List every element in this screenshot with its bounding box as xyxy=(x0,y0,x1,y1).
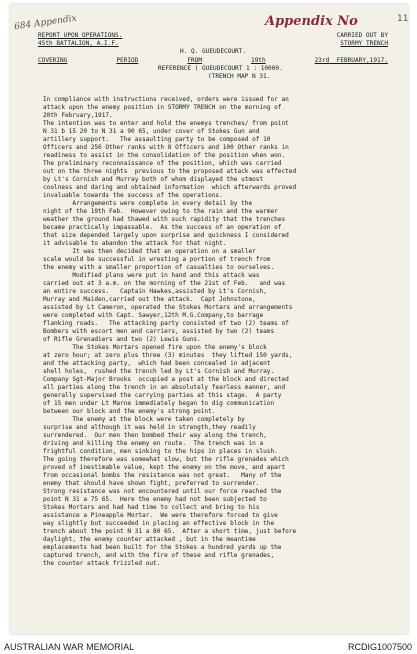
body-line: became practically impassable. As the success of an operation of xyxy=(43,224,282,231)
body-line: emplacements had been built for the Stokes a hundred yards up the xyxy=(43,544,282,551)
body-line: at zero hour; at zero plus three (3) minutes they lifted 150 yards, xyxy=(43,352,293,359)
body-line: Company Sgt-Major Brooks occupied a post at the block and directed xyxy=(43,376,289,383)
body-line: captured trench, and with the fire of these and rifle grenades, xyxy=(43,552,275,559)
body-line: night of the 19th Feb. However owing to the rain and the warmer xyxy=(43,208,278,215)
body-line: coolness and daring and obtained information which afterwards proved xyxy=(43,184,297,191)
report-title: REPORT UPON OPERATIONS. xyxy=(38,32,123,39)
body-line: Modified plans were put in hand and this attack was xyxy=(43,272,260,279)
body-line: The intention was to enter and hold the enemys trenches/ from point xyxy=(43,120,289,127)
header-row-1 xyxy=(38,32,388,40)
from-date: 19th xyxy=(250,56,266,64)
body-line: assisted by Lt Cameron, operated the Stokes Mortars and arrangements xyxy=(43,304,293,311)
body-line: driving and killing the enemy en route. The trench was in a xyxy=(43,440,264,447)
body-line: surprise and although it was held in strength,they readily xyxy=(43,424,256,431)
body-line: scale would be successful in wresting a portion of trench from xyxy=(43,256,271,263)
body-line: invaluable towards the success of the operations. xyxy=(43,192,223,199)
archive-id: RCDIG1007500 xyxy=(347,642,412,652)
body-line: flanking roads. The attacking party consisted of two (2) teams of xyxy=(43,320,289,327)
to-date: 23rd FEBRUARY,1917. xyxy=(314,56,388,64)
body-line: by Lt's Cornish and Murray both of whom displayed the utmost xyxy=(43,176,264,183)
body-line: assistance a Pineapple Mortar. We were therefore forced to give xyxy=(43,512,278,519)
body-line: surrendered. Our men then bombed their way along the trench, xyxy=(43,432,267,439)
body-line: proved of inestimable value, kept the enemy on the move, and apart xyxy=(43,464,286,471)
body-line: frightful condition, men sinking to the hips in places in slush. xyxy=(43,448,278,455)
body-line: Arrangements were complete in every detail by the xyxy=(43,200,253,207)
headquarters: H. Q. GUEUDECOURT. xyxy=(179,48,247,56)
body-line: attack upon the enemy position in STORMY TRENCH on the morning of xyxy=(43,104,282,111)
battalion-name: 45th BATTALION, A.I.F. xyxy=(38,40,119,48)
body-line: were completed with Capt. Sawyer,12th M.G.Company,to barrage xyxy=(43,312,264,319)
body-line: between our block and the enemy's strong point. xyxy=(43,408,216,415)
body-line: way slightly but succeeded in placing an effective block in the xyxy=(43,520,275,527)
header-row-4 xyxy=(38,57,388,65)
body-line: of 15 men under Lt Marne immediately began to dig communication xyxy=(43,400,275,407)
body-line: daylight, the enemy counter attacked , but in the meantime xyxy=(43,536,256,543)
period-label: PERIOD xyxy=(116,56,139,64)
carried-out-by: CARRIED OUT BY xyxy=(336,32,388,39)
body-line: Bombers with escort men and carriers, assisted by two (2) teams xyxy=(43,328,275,335)
appendix-annotation: Appendix No xyxy=(265,14,358,29)
report-body xyxy=(43,96,381,568)
body-line: shell holes, rushed the trench led by Lt's Cornish and Murray. xyxy=(43,368,275,375)
header-row-5 xyxy=(38,65,388,73)
archive-name: AUSTRALIAN WAR MEMORIAL xyxy=(4,642,135,652)
body-line: the enemy with a smaller proportion of casualties to ourselves. xyxy=(43,264,275,271)
body-line: and the attacking party, which had been concealed in adjacent xyxy=(43,360,271,367)
from-label: FROM xyxy=(187,56,202,64)
body-line: The preliminary reconnaissance of the position, which was carried xyxy=(43,160,282,167)
body-line: 20th February,1917. xyxy=(43,112,113,119)
body-line: weather the ground had thawed with such rapidity that the trenches xyxy=(43,216,286,223)
body-line: In compliance with instructions received, orders were issued for an xyxy=(43,96,289,103)
body-line: N 31 b 15 20 to N 31 a 90 65, under cover of Stokes Gun and xyxy=(43,128,260,135)
map-reference-1: REFERENCE ( GUEUDECOURT 1 : 10000. xyxy=(158,64,283,72)
body-line: artillery support. The assaulting party to be composed of 10 xyxy=(43,136,271,143)
body-line: enemy that should have shown fight, preferred to surrender. xyxy=(43,480,260,487)
body-line: the counter attack frizzled out. xyxy=(43,560,161,567)
header-row-6 xyxy=(38,73,388,81)
body-line: The Stokes Mortars opened fire upon the enemy's block xyxy=(43,344,267,351)
page-number: 11 xyxy=(397,14,409,24)
body-line: The going therefore was somewhat slow, but the rifle grenades which xyxy=(43,456,289,463)
body-line: The enemy at the block were taken completely by xyxy=(43,416,245,423)
margin-annotation: 684 Appendix xyxy=(13,13,78,33)
body-line: Stokes Mortars and had had time to collect and bring to his xyxy=(43,504,260,511)
body-line: an entire success. Captain Hawkes,assisted by Lt's Cornish, xyxy=(43,288,267,295)
body-line: of Rifle Grenadiers and two (2) Lewis Guns. xyxy=(43,336,201,343)
body-line: Officers and 250 Other ranks with 8 Officers and 100 Other ranks in xyxy=(43,144,289,151)
document-page xyxy=(10,4,408,634)
body-line: out on the three nights previous to the proposed attack was effected xyxy=(43,168,297,175)
body-line: point N 31 a 75 65. Here the enemy had not been subjected to xyxy=(43,496,267,503)
body-line: generally supervised the carrying parties at this stage. A party xyxy=(43,392,282,399)
operation-location: STORMY TRENCH xyxy=(340,40,388,48)
body-line: that size depended largely upon surprise and quickness I considered xyxy=(43,232,289,239)
body-line: Strong resistance was not encountered until our force reached the xyxy=(43,488,282,495)
archive-footer xyxy=(0,640,417,654)
header-row-2 xyxy=(38,40,388,48)
body-line: readiness to assist in the consolidation of the position when won. xyxy=(43,152,286,159)
body-line: all parties along the trench in an absolutely fearless manner, and xyxy=(43,384,286,391)
report-header xyxy=(38,32,388,81)
covering-label: COVERING xyxy=(38,56,68,64)
body-line: it advisable to abandon the attack for that night. xyxy=(43,240,227,247)
map-reference-2: (TRENCH MAP N 31. xyxy=(208,73,271,81)
body-line: carried out at 3 a.m. on the morning of the 21st of Feb. and was xyxy=(43,280,286,287)
body-line: It was then decided that an operation on a smaller xyxy=(43,248,256,255)
body-line: Murray and Maiden,carried out the attack. Capt Johnstone, xyxy=(43,296,256,303)
body-line: trench about the point N 31 a 80 65. After a short time, just before xyxy=(43,528,297,535)
header-row-3 xyxy=(38,48,388,56)
body-line: from occasional bombs the resistance was not great. Many of the xyxy=(43,472,282,479)
